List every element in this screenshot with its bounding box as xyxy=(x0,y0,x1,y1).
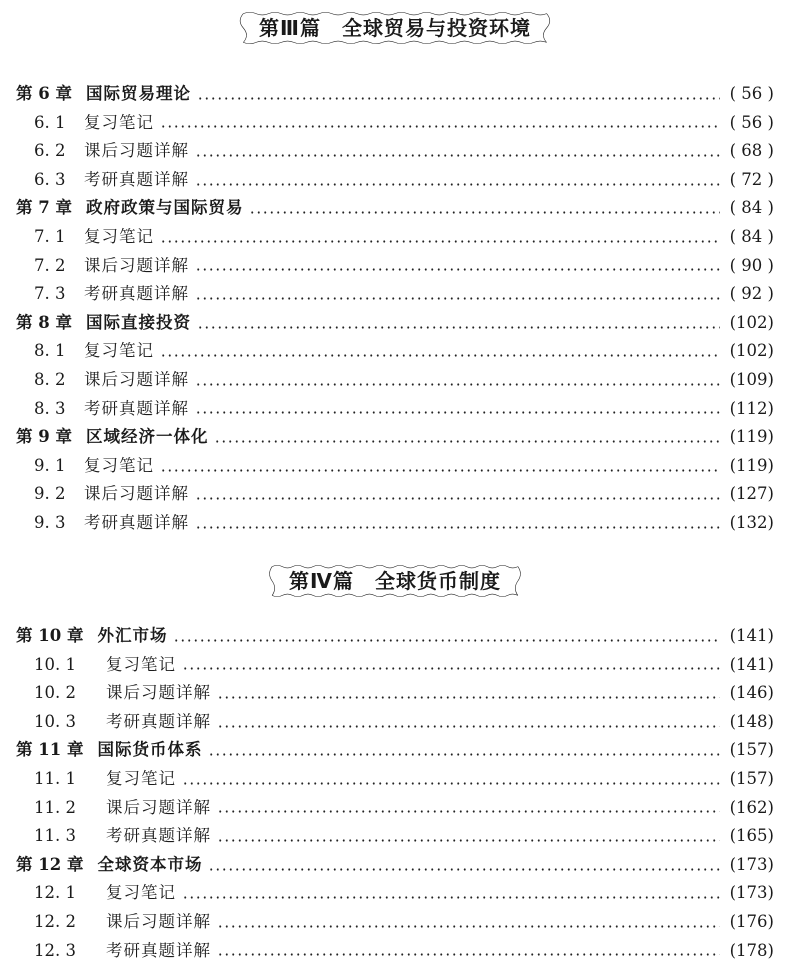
section-title: 考研真题详解 xyxy=(84,284,189,304)
toc-section-row[interactable] xyxy=(16,794,774,823)
toc-chapter-row[interactable] xyxy=(16,194,774,223)
toc-section-row[interactable] xyxy=(16,337,774,366)
chapter-title: 国际直接投资 xyxy=(85,312,191,332)
toc-section-row[interactable] xyxy=(16,137,774,166)
dot-leader xyxy=(160,240,720,243)
chapter-label: 第 7 章 xyxy=(16,198,72,218)
section-title: 考研真题详解 xyxy=(84,398,189,418)
section-number: 7. 2 xyxy=(34,255,66,275)
page-number: ( 84 ) xyxy=(729,226,774,246)
chapter-label: 第 12 章 xyxy=(16,854,84,874)
section-title: 复习笔记 xyxy=(84,341,154,361)
toc-chapter-row[interactable] xyxy=(16,423,774,452)
dot-leader xyxy=(217,953,720,956)
section-title: 考研真题详解 xyxy=(106,711,211,731)
dot-leader xyxy=(195,297,720,300)
section-number: 9. 3 xyxy=(34,512,66,532)
dot-leader xyxy=(160,469,720,472)
page-number: ( 68 ) xyxy=(729,141,774,161)
section-number: 11. 1 xyxy=(34,768,76,788)
page-number: (178) xyxy=(729,940,774,960)
section-title: 复习笔记 xyxy=(84,226,154,246)
page-number: (173) xyxy=(729,854,774,874)
page-number: ( 84 ) xyxy=(729,198,774,218)
toc-section-row[interactable] xyxy=(16,366,774,395)
chapter-title: 外汇市场 xyxy=(97,626,168,645)
section-number: 9. 2 xyxy=(34,484,66,504)
toc-chapter-row[interactable] xyxy=(16,851,774,880)
toc-chapter-row[interactable] xyxy=(16,80,774,109)
section-number: 8. 1 xyxy=(34,341,66,361)
dot-leader xyxy=(182,667,720,670)
dot-leader xyxy=(182,782,720,785)
section-title: 复习笔记 xyxy=(106,768,176,788)
section-title: 复习笔记 xyxy=(106,883,176,903)
dot-leader xyxy=(217,725,720,728)
section-title: 课后习题详解 xyxy=(106,683,211,703)
toc-section-row[interactable] xyxy=(16,252,774,281)
page-number: (102) xyxy=(729,312,774,332)
section-number: 12. 3 xyxy=(34,940,76,960)
dot-leader xyxy=(195,154,720,157)
section-number: 10. 2 xyxy=(34,683,76,703)
section-number: 11. 3 xyxy=(34,826,76,846)
section-number: 12. 2 xyxy=(34,911,76,931)
page-number: (162) xyxy=(729,797,774,817)
section-title: 课后习题详解 xyxy=(106,797,211,817)
section-title: 考研真题详解 xyxy=(84,169,189,189)
dot-leader xyxy=(160,354,720,357)
toc-section-row[interactable] xyxy=(16,765,774,794)
page-number: (146) xyxy=(729,683,774,703)
toc-section-row[interactable] xyxy=(16,708,774,737)
toc-section-row[interactable] xyxy=(16,679,774,708)
page-number: ( 56 ) xyxy=(729,84,774,103)
page-number: (119) xyxy=(729,427,774,447)
section-number: 10. 1 xyxy=(34,654,76,674)
section-title: 考研真题详解 xyxy=(84,512,189,532)
toc-section-row[interactable] xyxy=(16,509,774,538)
toc-section-row[interactable] xyxy=(16,280,774,309)
toc-part-3 xyxy=(16,80,774,538)
page-number: ( 72 ) xyxy=(729,169,774,189)
page-number: (109) xyxy=(729,369,774,389)
section-number: 9. 1 xyxy=(34,455,66,475)
page-number: (148) xyxy=(729,711,774,731)
chapter-label: 第 8 章 xyxy=(16,312,72,332)
toc-section-row[interactable] xyxy=(16,223,774,252)
chapter-title: 全球资本市场 xyxy=(97,854,203,874)
part-header xyxy=(0,563,790,599)
dot-leader xyxy=(217,810,720,813)
section-number: 6. 2 xyxy=(34,141,66,161)
page-number: (132) xyxy=(729,512,774,532)
dot-leader xyxy=(217,839,720,842)
dot-leader xyxy=(182,896,720,899)
dot-leader xyxy=(197,97,720,100)
section-number: 8. 3 xyxy=(34,398,66,418)
part-header xyxy=(0,10,790,46)
page-number: (112) xyxy=(729,398,774,418)
toc-section-row[interactable] xyxy=(16,109,774,138)
dot-leader xyxy=(195,268,720,271)
page-number: ( 90 ) xyxy=(729,255,774,275)
section-title: 课后习题详解 xyxy=(84,141,189,161)
section-title: 课后习题详解 xyxy=(84,369,189,389)
page-number: (141) xyxy=(729,626,774,645)
page-number: (102) xyxy=(729,341,774,361)
section-number: 8. 2 xyxy=(34,369,66,389)
chapter-label: 第 10 章 xyxy=(16,626,84,645)
chapter-label: 第 6 章 xyxy=(16,84,72,103)
toc-section-row[interactable] xyxy=(16,452,774,481)
toc-chapter-row[interactable] xyxy=(16,309,774,338)
dot-leader xyxy=(195,383,720,386)
section-title: 课后习题详解 xyxy=(84,484,189,504)
chapter-title: 区域经济一体化 xyxy=(85,427,209,447)
section-title: 考研真题详解 xyxy=(106,940,211,960)
dot-leader xyxy=(197,326,720,329)
page-number: (165) xyxy=(729,826,774,846)
page-number: ( 92 ) xyxy=(729,284,774,304)
page-number: (157) xyxy=(729,740,774,760)
dot-leader xyxy=(160,125,720,128)
section-title: 课后习题详解 xyxy=(84,255,189,275)
toc-chapter-row[interactable] xyxy=(16,622,774,651)
dot-leader xyxy=(173,639,720,642)
dot-leader xyxy=(214,440,720,443)
dot-leader xyxy=(249,211,720,214)
toc-chapter-row[interactable] xyxy=(16,736,774,765)
dot-leader xyxy=(208,753,720,756)
page-number: (119) xyxy=(729,455,774,475)
toc-part-4 xyxy=(16,622,774,965)
toc-section-row[interactable] xyxy=(16,395,774,424)
section-number: 7. 3 xyxy=(34,284,66,304)
section-number: 10. 3 xyxy=(34,711,76,731)
section-number: 6. 3 xyxy=(34,169,66,189)
chapter-title: 国际贸易理论 xyxy=(85,84,191,103)
toc-section-row[interactable] xyxy=(16,480,774,509)
page-number: (157) xyxy=(729,768,774,788)
dot-leader xyxy=(195,497,720,500)
dot-leader xyxy=(195,183,720,186)
part-title: 第Ⅲ篇 全球贸易与投资环境 xyxy=(259,16,531,40)
part-title: 第Ⅳ篇 全球货币制度 xyxy=(289,569,501,593)
chapter-title: 政府政策与国际贸易 xyxy=(85,198,244,218)
section-number: 12. 1 xyxy=(34,883,76,903)
part-title-box xyxy=(237,10,553,46)
section-number: 7. 1 xyxy=(34,226,66,246)
toc-section-row[interactable] xyxy=(16,651,774,680)
page-number: (173) xyxy=(729,883,774,903)
dot-leader xyxy=(195,411,720,414)
dot-leader xyxy=(208,868,720,871)
toc-section-row[interactable] xyxy=(16,166,774,195)
chapter-label: 第 9 章 xyxy=(16,427,72,447)
chapter-label: 第 11 章 xyxy=(16,740,84,760)
section-title: 考研真题详解 xyxy=(106,826,211,846)
part-title-box xyxy=(267,563,523,599)
dot-leader xyxy=(195,526,720,529)
page-number: (141) xyxy=(729,654,774,674)
dot-leader xyxy=(217,925,720,928)
chapter-title: 国际货币体系 xyxy=(97,740,203,760)
toc-section-row[interactable] xyxy=(16,937,774,966)
toc-section-row[interactable] xyxy=(16,879,774,908)
section-title: 复习笔记 xyxy=(84,455,154,475)
section-title: 课后习题详解 xyxy=(106,911,211,931)
page-number: (176) xyxy=(729,911,774,931)
section-number: 6. 1 xyxy=(34,112,66,132)
toc-section-row[interactable] xyxy=(16,822,774,851)
section-title: 复习笔记 xyxy=(84,112,154,132)
page-number: ( 56 ) xyxy=(729,112,774,132)
section-number: 11. 2 xyxy=(34,797,76,817)
toc-section-row[interactable] xyxy=(16,908,774,937)
page-number: (127) xyxy=(729,484,774,504)
dot-leader xyxy=(217,696,720,699)
section-title: 复习笔记 xyxy=(106,654,176,674)
